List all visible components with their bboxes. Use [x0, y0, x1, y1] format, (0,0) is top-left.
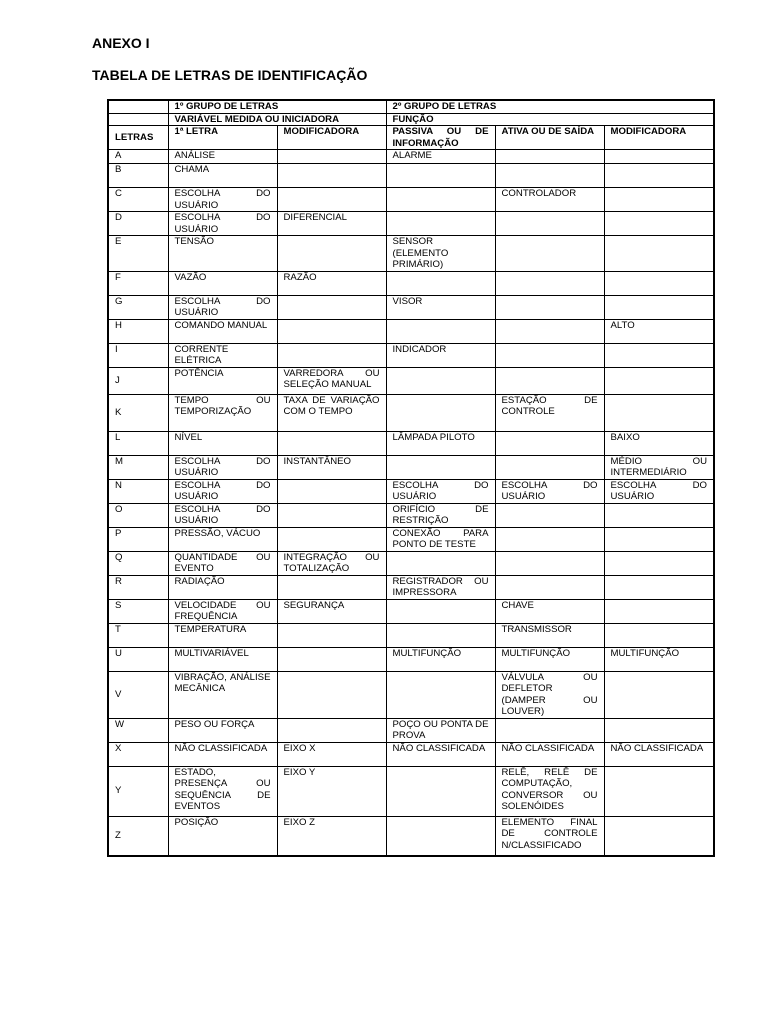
letter-cell: W [108, 718, 168, 742]
table-row [108, 599, 714, 623]
passive-function-cell: CONEXÃO PARA PONTO DE TESTE [386, 527, 495, 551]
active-function-cell [495, 319, 604, 343]
modifier-1-cell: EIXO Y [277, 766, 386, 816]
active-function-cell: CHAVE [495, 599, 604, 623]
table-row [108, 150, 714, 164]
modifier-1-cell: RAZÃO [277, 271, 386, 295]
table-row [108, 479, 714, 503]
passive-function-cell [386, 188, 495, 212]
active-function-cell: VÁLVULA OU DEFLETOR (DAMPER OU LOUVER) [495, 671, 604, 718]
table-row [108, 295, 714, 319]
modifier-2-cell: ESCOLHA DO USUÁRIO [604, 479, 714, 503]
passive-function-cell: LÂMPADA PILOTO [386, 431, 495, 455]
annex-title: ANEXO I [92, 35, 150, 51]
letter-cell: Q [108, 551, 168, 575]
header-blank [108, 100, 168, 113]
active-function-cell [495, 343, 604, 367]
first-letter-cell: CORRENTE ELÉTRICA [168, 343, 277, 367]
modifier-2-cell: BAIXO [604, 431, 714, 455]
letter-cell: R [108, 575, 168, 599]
header-blank [108, 113, 168, 126]
passive-function-cell: VISOR [386, 295, 495, 319]
active-function-cell: MULTIFUNÇÃO [495, 647, 604, 671]
modifier-2-cell: MULTIFUNÇÃO [604, 647, 714, 671]
header-modifier-1: MODIFICADORA [277, 126, 386, 150]
modifier-1-cell [277, 503, 386, 527]
first-letter-cell: PRESSÃO, VÁCUO [168, 527, 277, 551]
letter-cell: S [108, 599, 168, 623]
header-group1: 1º GRUPO DE LETRAS [168, 100, 386, 113]
modifier-1-cell: EIXO X [277, 742, 386, 766]
modifier-2-cell [604, 343, 714, 367]
active-function-cell [495, 431, 604, 455]
first-letter-cell: TEMPERATURA [168, 623, 277, 647]
table-row [108, 816, 714, 856]
table-row [108, 212, 714, 236]
active-function-cell [495, 295, 604, 319]
passive-function-cell [386, 394, 495, 431]
table-row [108, 551, 714, 575]
header-group2: 2º GRUPO DE LETRAS [386, 100, 714, 113]
modifier-1-cell [277, 527, 386, 551]
modifier-1-cell [277, 319, 386, 343]
first-letter-cell: TEMPO OU TEMPORIZAÇÃO [168, 394, 277, 431]
table-row [108, 742, 714, 766]
modifier-2-cell [604, 671, 714, 718]
header-variable: VARIÁVEL MEDIDA OU INICIADORA [168, 113, 386, 126]
table-row [108, 503, 714, 527]
modifier-1-cell [277, 431, 386, 455]
active-function-cell [495, 150, 604, 164]
modifier-2-cell [604, 623, 714, 647]
active-function-cell: TRANSMISSOR [495, 623, 604, 647]
modifier-1-cell: INTEGRAÇÃO OU TOTALIZAÇÃO [277, 551, 386, 575]
modifier-1-cell [277, 479, 386, 503]
first-letter-cell: ESCOLHA DO USUÁRIO [168, 479, 277, 503]
passive-function-cell [386, 164, 495, 188]
active-function-cell: ESTAÇÃO DE CONTROLE [495, 394, 604, 431]
letter-cell: I [108, 343, 168, 367]
active-function-cell [495, 503, 604, 527]
passive-function-cell [386, 455, 495, 479]
modifier-2-cell [604, 503, 714, 527]
table-row [108, 164, 714, 188]
header-function: FUNÇÃO [386, 113, 714, 126]
passive-function-cell: POÇO OU PONTA DE PROVA [386, 718, 495, 742]
passive-function-cell [386, 551, 495, 575]
passive-function-cell: REGISTRADOR OU IMPRESSORA [386, 575, 495, 599]
modifier-2-cell [604, 212, 714, 236]
modifier-1-cell [277, 188, 386, 212]
first-letter-cell: VELOCIDADE OU FREQUÊNCIA [168, 599, 277, 623]
letter-cell: X [108, 742, 168, 766]
letter-cell: Z [108, 816, 168, 856]
modifier-1-cell [277, 575, 386, 599]
passive-function-cell: ORIFÍCIO DE RESTRIÇÃO [386, 503, 495, 527]
table-row [108, 766, 714, 816]
modifier-1-cell [277, 671, 386, 718]
passive-function-cell [386, 212, 495, 236]
first-letter-cell: NÃO CLASSIFICADA [168, 742, 277, 766]
first-letter-cell: POSIÇÃO [168, 816, 277, 856]
first-letter-cell: ESCOLHA DO USUÁRIO [168, 455, 277, 479]
modifier-1-cell: DIFERENCIAL [277, 212, 386, 236]
active-function-cell [495, 718, 604, 742]
modifier-1-cell [277, 150, 386, 164]
active-function-cell [495, 455, 604, 479]
table-row [108, 455, 714, 479]
letter-cell: B [108, 164, 168, 188]
modifier-2-cell [604, 367, 714, 394]
modifier-1-cell: EIXO Z [277, 816, 386, 856]
passive-function-cell [386, 319, 495, 343]
table-row [108, 188, 714, 212]
letter-cell: G [108, 295, 168, 319]
modifier-1-cell [277, 718, 386, 742]
first-letter-cell: TENSÃO [168, 236, 277, 272]
modifier-2-cell [604, 551, 714, 575]
first-letter-cell: ESCOLHA DO USUÁRIO [168, 503, 277, 527]
first-letter-cell: COMANDO MANUAL [168, 319, 277, 343]
first-letter-cell: ESTADO, PRESENÇA OU SEQUÊNCIA DE EVENTOS [168, 766, 277, 816]
modifier-2-cell [604, 164, 714, 188]
active-function-cell: ESCOLHA DO USUÁRIO [495, 479, 604, 503]
active-function-cell [495, 236, 604, 272]
letter-cell: O [108, 503, 168, 527]
letter-cell: N [108, 479, 168, 503]
header-letters: LETRAS [108, 126, 168, 150]
letter-cell: K [108, 394, 168, 431]
table-row [108, 718, 714, 742]
letter-cell: P [108, 527, 168, 551]
table-row [108, 575, 714, 599]
modifier-2-cell: NÃO CLASSIFICADA [604, 742, 714, 766]
passive-function-cell [386, 599, 495, 623]
active-function-cell: NÃO CLASSIFICADA [495, 742, 604, 766]
active-function-cell [495, 551, 604, 575]
active-function-cell [495, 575, 604, 599]
passive-function-cell: SENSOR (ELEMENTO PRIMÁRIO) [386, 236, 495, 272]
header-first-letter: 1ª LETRA [168, 126, 277, 150]
letter-cell: U [108, 647, 168, 671]
passive-function-cell: NÃO CLASSIFICADA [386, 742, 495, 766]
letter-cell: J [108, 367, 168, 394]
modifier-2-cell [604, 527, 714, 551]
letter-cell: F [108, 271, 168, 295]
table-row [108, 527, 714, 551]
passive-function-cell: ESCOLHA DO USUÁRIO [386, 479, 495, 503]
letter-cell: L [108, 431, 168, 455]
modifier-2-cell: ALTO [604, 319, 714, 343]
active-function-cell: CONTROLADOR [495, 188, 604, 212]
passive-function-cell [386, 367, 495, 394]
letter-cell: A [108, 150, 168, 164]
modifier-2-cell [604, 599, 714, 623]
first-letter-cell: ESCOLHA DO USUÁRIO [168, 188, 277, 212]
modifier-1-cell: INSTANTÂNEO [277, 455, 386, 479]
active-function-cell [495, 367, 604, 394]
active-function-cell [495, 212, 604, 236]
passive-function-cell [386, 816, 495, 856]
header-modifier-2: MODIFICADORA [604, 126, 714, 150]
letter-cell: V [108, 671, 168, 718]
modifier-1-cell [277, 343, 386, 367]
first-letter-cell: MULTIVARIÁVEL [168, 647, 277, 671]
letter-cell: T [108, 623, 168, 647]
table-row [108, 236, 714, 272]
passive-function-cell [386, 623, 495, 647]
modifier-2-cell: MÉDIO OU INTERMEDIÁRIO [604, 455, 714, 479]
modifier-1-cell: VARREDORA OU SELEÇÃO MANUAL [277, 367, 386, 394]
active-function-cell [495, 527, 604, 551]
letter-cell: H [108, 319, 168, 343]
passive-function-cell: MULTIFUNÇÃO [386, 647, 495, 671]
header-active: ATIVA OU DE SAÍDA [495, 126, 604, 150]
letter-cell: E [108, 236, 168, 272]
modifier-2-cell [604, 150, 714, 164]
letter-cell: D [108, 212, 168, 236]
modifier-1-cell [277, 647, 386, 671]
modifier-1-cell [277, 623, 386, 647]
modifier-2-cell [604, 271, 714, 295]
table-row [108, 367, 714, 394]
table-row [108, 671, 714, 718]
modifier-2-cell [604, 575, 714, 599]
identification-letters-table [107, 99, 715, 857]
table-row [108, 431, 714, 455]
active-function-cell: RELÊ, RELÊ DE COMPUTAÇÃO, CONVERSOR OU SOLENÓIDES [495, 766, 604, 816]
header-passive: PASSIVA OU DE INFORMAÇÃO [386, 126, 495, 150]
modifier-1-cell [277, 236, 386, 272]
table-row [108, 319, 714, 343]
passive-function-cell: ALARME [386, 150, 495, 164]
table-row [108, 394, 714, 431]
table-row [108, 623, 714, 647]
table-row [108, 271, 714, 295]
modifier-2-cell [604, 816, 714, 856]
modifier-2-cell [604, 188, 714, 212]
passive-function-cell [386, 671, 495, 718]
table-row [108, 343, 714, 367]
first-letter-cell: ESCOLHA DO USUÁRIO [168, 212, 277, 236]
first-letter-cell: PESO OU FORÇA [168, 718, 277, 742]
first-letter-cell: QUANTIDADE OU EVENTO [168, 551, 277, 575]
first-letter-cell: NÍVEL [168, 431, 277, 455]
first-letter-cell: CHAMA [168, 164, 277, 188]
first-letter-cell: VIBRAÇÃO, ANÁLISE MECÂNICA [168, 671, 277, 718]
modifier-2-cell [604, 295, 714, 319]
table-row [108, 647, 714, 671]
letter-cell: C [108, 188, 168, 212]
first-letter-cell: ESCOLHA DO USUÁRIO [168, 295, 277, 319]
modifier-2-cell [604, 766, 714, 816]
active-function-cell [495, 164, 604, 188]
first-letter-cell: ANÁLISE [168, 150, 277, 164]
modifier-1-cell: SEGURANÇA [277, 599, 386, 623]
active-function-cell [495, 271, 604, 295]
first-letter-cell: RADIAÇÃO [168, 575, 277, 599]
modifier-2-cell [604, 394, 714, 431]
modifier-2-cell [604, 236, 714, 272]
passive-function-cell [386, 271, 495, 295]
passive-function-cell: INDICADOR [386, 343, 495, 367]
modifier-2-cell [604, 718, 714, 742]
letter-cell: M [108, 455, 168, 479]
passive-function-cell [386, 766, 495, 816]
modifier-1-cell [277, 164, 386, 188]
first-letter-cell: POTÊNCIA [168, 367, 277, 394]
first-letter-cell: VAZÃO [168, 271, 277, 295]
document-title: TABELA DE LETRAS DE IDENTIFICAÇÃO [92, 67, 368, 83]
modifier-1-cell: TAXA DE VARIAÇÃO COM O TEMPO [277, 394, 386, 431]
modifier-1-cell [277, 295, 386, 319]
letter-cell: Y [108, 766, 168, 816]
active-function-cell: ELEMENTO FINAL DE CONTROLE N/CLASSIFICADO [495, 816, 604, 856]
